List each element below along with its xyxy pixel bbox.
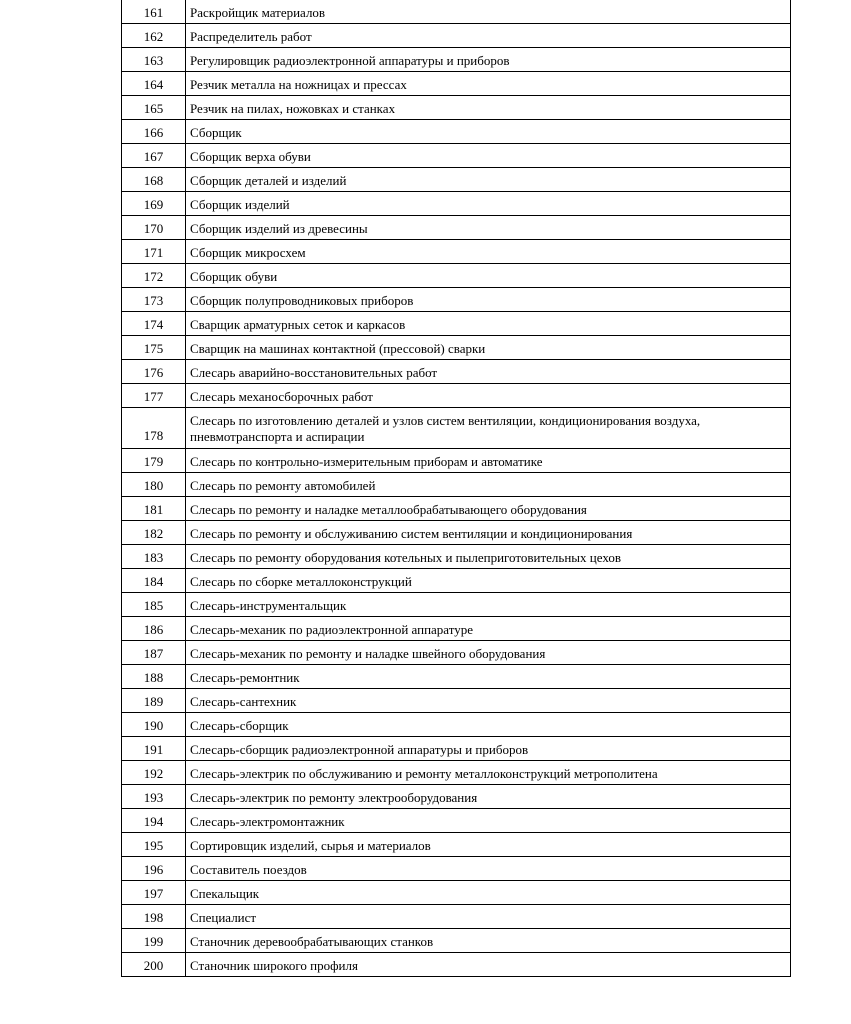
row-number: 174 <box>122 312 186 336</box>
row-number: 190 <box>122 713 186 737</box>
profession-name: Спекальщик <box>186 881 791 905</box>
table-row <box>122 953 791 977</box>
profession-name: Слесарь-сборщик <box>186 713 791 737</box>
table-row <box>122 216 791 240</box>
table-row <box>122 264 791 288</box>
table-row <box>122 593 791 617</box>
table-row <box>122 408 791 449</box>
profession-name: Составитель поездов <box>186 857 791 881</box>
table-row <box>122 497 791 521</box>
row-number: 164 <box>122 72 186 96</box>
profession-name: Слесарь-сборщик радиоэлектронной аппаратуры и приборов <box>186 737 791 761</box>
row-number: 168 <box>122 168 186 192</box>
row-number: 167 <box>122 144 186 168</box>
profession-name: Слесарь-инструментальщик <box>186 593 791 617</box>
profession-name: Слесарь-электрик по ремонту электрооборудования <box>186 785 791 809</box>
row-number: 187 <box>122 641 186 665</box>
profession-name: Станочник деревообрабатывающих станков <box>186 929 791 953</box>
profession-name: Слесарь по ремонту автомобилей <box>186 473 791 497</box>
profession-name: Сборщик верха обуви <box>186 144 791 168</box>
profession-name: Сварщик на машинах контактной (прессовой) сварки <box>186 336 791 360</box>
row-number: 184 <box>122 569 186 593</box>
table-row <box>122 360 791 384</box>
row-number: 172 <box>122 264 186 288</box>
profession-name: Резчик на пилах, ножовках и станках <box>186 96 791 120</box>
table-row <box>122 312 791 336</box>
table-row <box>122 0 791 24</box>
row-number: 188 <box>122 665 186 689</box>
row-number: 200 <box>122 953 186 977</box>
table-row <box>122 689 791 713</box>
table-row <box>122 144 791 168</box>
table-body <box>122 0 791 977</box>
table-row <box>122 96 791 120</box>
row-number: 170 <box>122 216 186 240</box>
profession-name: Сборщик обуви <box>186 264 791 288</box>
row-number: 162 <box>122 24 186 48</box>
table-row <box>122 881 791 905</box>
row-number: 189 <box>122 689 186 713</box>
table-row <box>122 240 791 264</box>
profession-name: Слесарь-ремонтник <box>186 665 791 689</box>
profession-name: Слесарь-механик по ремонту и наладке швейного оборудования <box>186 641 791 665</box>
profession-name: Слесарь по контрольно-измерительным приборам и автоматике <box>186 449 791 473</box>
table-row <box>122 48 791 72</box>
table-row <box>122 569 791 593</box>
table-row <box>122 521 791 545</box>
row-number: 171 <box>122 240 186 264</box>
row-number: 165 <box>122 96 186 120</box>
row-number: 198 <box>122 905 186 929</box>
table-row <box>122 833 791 857</box>
profession-name: Слесарь по изготовлению деталей и узлов систем вентиляции, кондиционирования воздуха, пневмотранспорта и аспирации <box>186 408 791 449</box>
table-row <box>122 737 791 761</box>
row-number: 197 <box>122 881 186 905</box>
row-number: 181 <box>122 497 186 521</box>
row-number: 173 <box>122 288 186 312</box>
table-row <box>122 288 791 312</box>
table-row <box>122 168 791 192</box>
row-number: 177 <box>122 384 186 408</box>
profession-name: Слесарь-электрик по обслуживанию и ремонту металлоконструкций метрополитена <box>186 761 791 785</box>
profession-name: Слесарь аварийно-восстановительных работ <box>186 360 791 384</box>
profession-name: Слесарь-механик по радиоэлектронной аппаратуре <box>186 617 791 641</box>
profession-name: Слесарь механосборочных работ <box>186 384 791 408</box>
profession-name: Слесарь по ремонту оборудования котельных и пылеприготовительных цехов <box>186 545 791 569</box>
row-number: 178 <box>122 408 186 449</box>
row-number: 161 <box>122 0 186 24</box>
profession-name: Слесарь-электромонтажник <box>186 809 791 833</box>
table-row <box>122 449 791 473</box>
row-number: 192 <box>122 761 186 785</box>
profession-name: Слесарь по сборке металлоконструкций <box>186 569 791 593</box>
row-number: 186 <box>122 617 186 641</box>
row-number: 193 <box>122 785 186 809</box>
profession-name: Сборщик <box>186 120 791 144</box>
table-row <box>122 857 791 881</box>
table-row <box>122 617 791 641</box>
row-number: 194 <box>122 809 186 833</box>
profession-name: Сборщик изделий из древесины <box>186 216 791 240</box>
table-row <box>122 384 791 408</box>
table-row <box>122 905 791 929</box>
row-number: 199 <box>122 929 186 953</box>
table-row <box>122 120 791 144</box>
row-number: 185 <box>122 593 186 617</box>
row-number: 180 <box>122 473 186 497</box>
table-row <box>122 809 791 833</box>
table-row <box>122 713 791 737</box>
row-number: 175 <box>122 336 186 360</box>
profession-name: Сварщик арматурных сеток и каркасов <box>186 312 791 336</box>
table-row <box>122 761 791 785</box>
table-row <box>122 545 791 569</box>
table-row <box>122 473 791 497</box>
row-number: 196 <box>122 857 186 881</box>
table-row <box>122 929 791 953</box>
profession-name: Слесарь по ремонту и наладке металлообрабатывающего оборудования <box>186 497 791 521</box>
table-row <box>122 192 791 216</box>
professions-table <box>121 0 791 977</box>
row-number: 179 <box>122 449 186 473</box>
profession-name: Слесарь по ремонту и обслуживанию систем вентиляции и кондиционирования <box>186 521 791 545</box>
row-number: 166 <box>122 120 186 144</box>
profession-name: Сортировщик изделий, сырья и материалов <box>186 833 791 857</box>
row-number: 195 <box>122 833 186 857</box>
profession-name: Сборщик микросхем <box>186 240 791 264</box>
table-row <box>122 24 791 48</box>
profession-name: Сборщик изделий <box>186 192 791 216</box>
profession-name: Станочник широкого профиля <box>186 953 791 977</box>
profession-name: Специалист <box>186 905 791 929</box>
row-number: 183 <box>122 545 186 569</box>
profession-name: Раскройщик материалов <box>186 0 791 24</box>
row-number: 163 <box>122 48 186 72</box>
profession-name: Сборщик деталей и изделий <box>186 168 791 192</box>
table-row <box>122 336 791 360</box>
profession-name: Распределитель работ <box>186 24 791 48</box>
table-row <box>122 641 791 665</box>
row-number: 191 <box>122 737 186 761</box>
profession-name: Резчик металла на ножницах и прессах <box>186 72 791 96</box>
profession-name: Регулировщик радиоэлектронной аппаратуры и приборов <box>186 48 791 72</box>
table-row <box>122 785 791 809</box>
table-row <box>122 665 791 689</box>
table-row <box>122 72 791 96</box>
profession-name: Сборщик полупроводниковых приборов <box>186 288 791 312</box>
row-number: 182 <box>122 521 186 545</box>
row-number: 176 <box>122 360 186 384</box>
row-number: 169 <box>122 192 186 216</box>
profession-name: Слесарь-сантехник <box>186 689 791 713</box>
